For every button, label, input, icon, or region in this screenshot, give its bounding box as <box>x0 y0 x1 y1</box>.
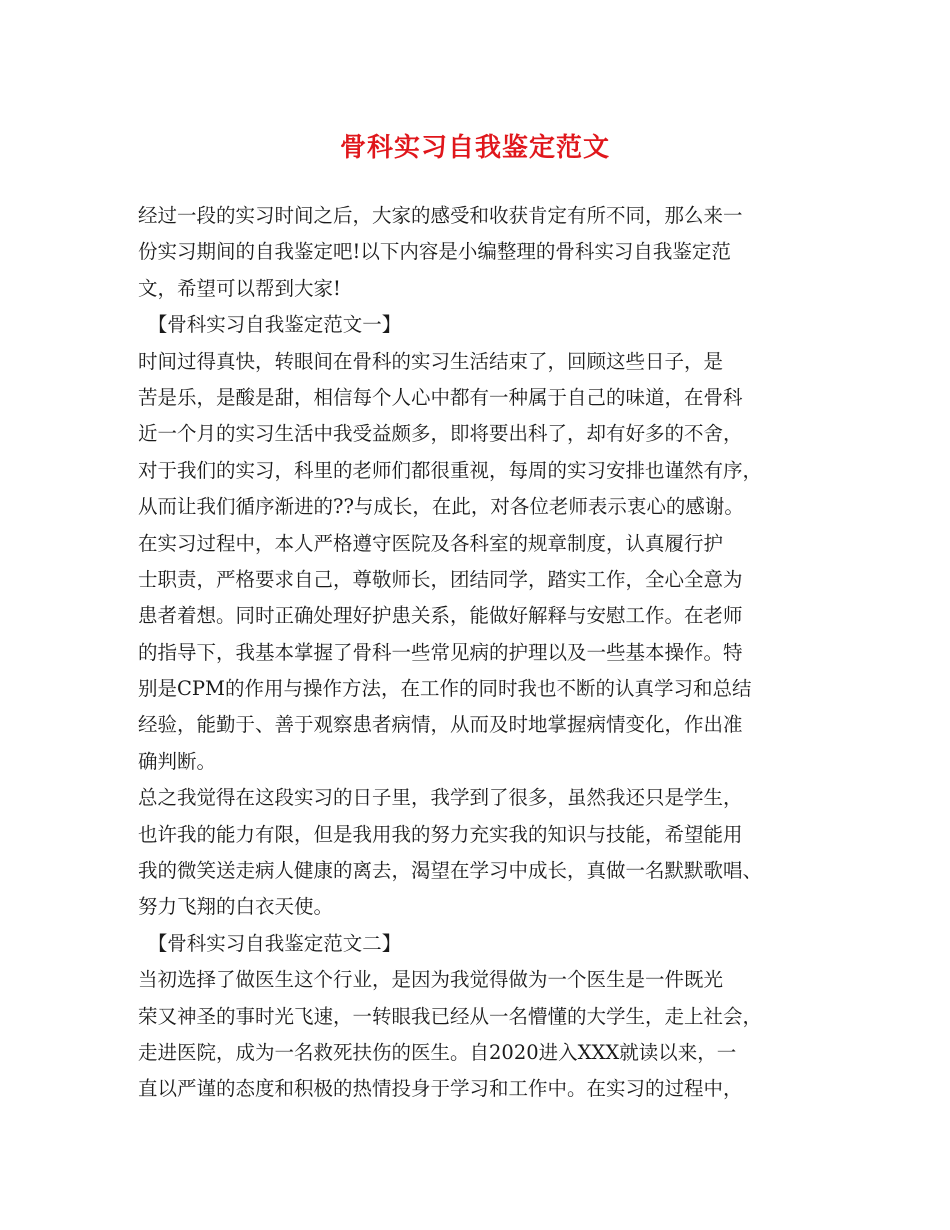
text-line: 苦是乐，是酸是甜，相信每个人心中都有一种属于自己的味道，在骨科 <box>138 385 743 409</box>
text-line: 努力飞翔的白衣天使。 <box>138 895 334 919</box>
text-line: 士职责，严格要求自己，尊敬师长，团结同学，踏实工作，全心全意为 <box>138 567 743 591</box>
text-line: 经过一段的实习时间之后，大家的感受和收获肯定有所不同，那么来一 <box>138 204 743 227</box>
text-line: 当初选择了做医生这个行业，是因为我觉得做为一个医生是一件既光 <box>138 968 724 992</box>
text-line: 文，希望可以帮到大家! <box>138 276 341 300</box>
text-line: 也许我的能力有限，但是我用我的努力充实我的知识与技能，希望能用 <box>138 822 743 846</box>
text-line: 经验，能勤于、善于观察患者病情，从而及时地掌握病情变化，作出准 <box>138 713 743 737</box>
text-line: 直以严谨的态度和积极的热情投身于学习和工作中。在实习的过程中， <box>138 1077 743 1101</box>
document-body <box>138 198 838 1108</box>
text-line: 份实习期间的自我鉴定吧!以下内容是小编整理的骨科实习自我鉴定范 <box>138 240 731 264</box>
section-heading-1: 【骨科实习自我鉴定范文一】 <box>138 313 402 337</box>
section-heading-2: 【骨科实习自我鉴定范文二】 <box>138 931 402 955</box>
text-line: 在实习过程中，本人严格遵守医院及各科室的规章制度，认真履行护 <box>138 531 724 555</box>
text-line: 患者着想。同时正确处理好护患关系，能做好解释与安慰工作。在老师 <box>138 604 743 628</box>
document-title: 骨科实习自我鉴定范文 <box>339 133 610 163</box>
text-line: 从而让我们循序渐进的??与成长，在此，对各位老师表示衷心的感谢。 <box>138 495 744 519</box>
text-line: 近一个月的实习生活中我受益颇多，即将要出科了，却有好多的不舍， <box>138 422 743 446</box>
text-line: 别是CPM的作用与操作方法，在工作的同时我也不断的认真学习和总结 <box>138 677 752 701</box>
text-line: 总之我觉得在这段实习的日子里，我学到了很多，虽然我还只是学生， <box>138 786 743 810</box>
text-line: 荣又神圣的事时光飞速，一转眼我已经从一名懵懂的大学生，走上社会， <box>138 1004 763 1028</box>
text-line: 走进医院，成为一名救死扶伤的医生。自2020进入XXX就读以来，一 <box>138 1040 737 1064</box>
text-line: 确判断。 <box>138 749 217 773</box>
text-line: 时间过得真快，转眼间在骨科的实习生活结束了，回顾这些日子，是 <box>138 349 724 373</box>
text-line: 对于我们的实习，科里的老师们都很重视，每周的实习安排也谨然有序， <box>138 458 763 482</box>
text-line: 的指导下，我基本掌握了骨科一些常见病的护理以及一些基本操作。特 <box>138 640 743 664</box>
text-line: 我的微笑送走病人健康的离去，渴望在学习中成长，真做一名默默歌唱、 <box>138 859 763 883</box>
